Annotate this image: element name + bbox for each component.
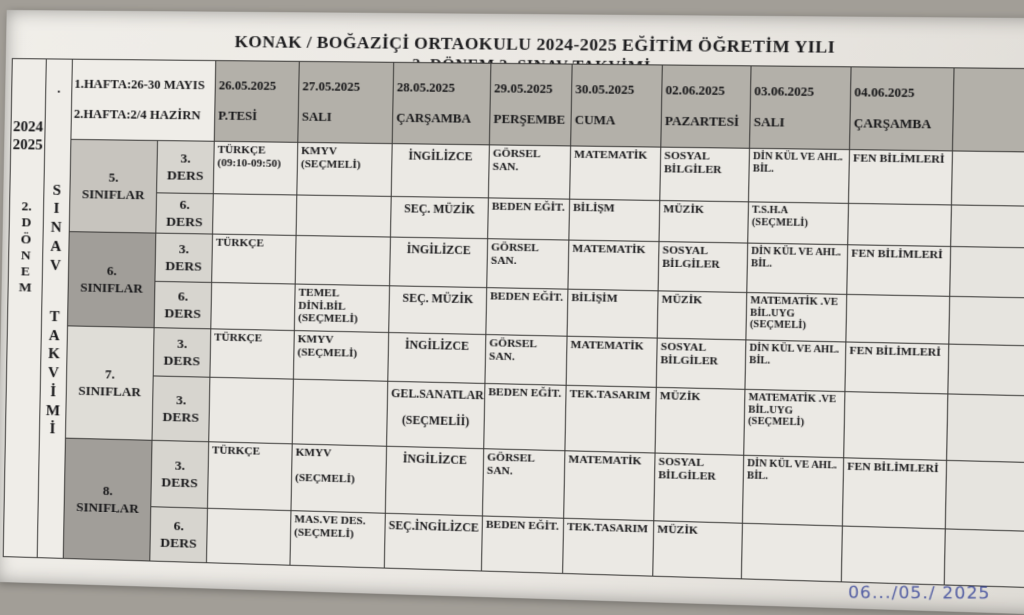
subject-cell: KMYV (SEÇMELİ): [291, 444, 387, 513]
header-date: 28.05.2025: [396, 80, 456, 96]
subject-cell: TÜRKÇE (09:10-09:50): [213, 141, 298, 195]
date-header-5: [661, 65, 751, 148]
donem-vertical-label: 2. D Ö N E M: [18, 198, 32, 295]
subject-cell: [951, 205, 1024, 248]
subject-cell: T.S.H.A (SEÇMELİ): [748, 202, 849, 245]
week-note-line-1: 1.HAFTA:26-30 MAYIS: [74, 76, 205, 93]
subject-cell: FEN BİLİMLERİ: [849, 150, 953, 205]
header-date: 27.05.2025: [302, 79, 361, 94]
header-date: 29.05.2025: [493, 81, 553, 97]
header-day: ÇARŞAMBA: [853, 116, 932, 132]
ders-label: 6. DERS: [156, 193, 213, 234]
subject-cell: GEL.SANATLAR (SEÇMELİİ): [387, 381, 485, 448]
date-header-2: [392, 62, 491, 145]
subject-cell: [206, 508, 290, 565]
subject-cell: SEÇ. MÜZİK: [390, 196, 488, 238]
subject-cell: FEN BİLİMLERİ: [842, 458, 946, 529]
class-group-label: 5. SINIFLAR: [69, 139, 157, 233]
header-day: [957, 102, 1024, 103]
subject-cell: İNGİLİZCE: [388, 333, 486, 384]
header-date: 02.06.2025: [665, 82, 726, 99]
subject-cell: TEK.TASARIM: [563, 518, 654, 576]
ders-label: 6. DERS: [154, 281, 212, 328]
subject-cell: [213, 194, 297, 236]
subject-cell: MÜZİK: [657, 291, 747, 340]
subject-cell: DİN KÜL VE AHL. BİL.: [749, 148, 850, 203]
subject-cell: [292, 379, 388, 446]
subject-cell: BEDEN EĞİT.: [486, 288, 568, 337]
subject-cell: [741, 523, 842, 582]
subject-cell: SOSYAL BİLGİLER: [654, 453, 744, 523]
subject-cell: [944, 529, 1024, 588]
subject-cell: MATEMATİK .VE BİL.UYG (SEÇMELİ): [746, 293, 847, 342]
subject-cell: [841, 526, 945, 585]
date-header-7: [850, 67, 955, 151]
subject-cell: [211, 282, 295, 330]
header-day: PAZARTESİ: [664, 113, 740, 130]
ders-label: 3. DERS: [152, 376, 210, 442]
header-date: 03.06.2025: [754, 83, 815, 100]
subject-cell: TEMEL DİNİ.BİL (SEÇMELİ): [294, 284, 389, 332]
subject-cell: [848, 203, 952, 246]
subject-cell: TÜRKÇE: [212, 234, 296, 284]
ders-label: 6. DERS: [150, 507, 208, 563]
dot-mark: .: [57, 80, 61, 97]
subject-cell: DİN KÜL VE AHL. BİL.: [742, 455, 843, 526]
subject-cell: MATEMATİK: [566, 336, 657, 387]
subject-cell: GÖRSEL SAN.: [488, 145, 570, 199]
subject-cell: TÜRKÇE: [207, 442, 292, 511]
takvim-vertical-label: T A K V İ M İ: [45, 308, 61, 438]
subject-cell: [295, 235, 390, 285]
header-day: ÇARŞAMBA: [396, 110, 472, 126]
ders-label: 3. DERS: [155, 233, 213, 282]
subject-cell: [296, 195, 391, 237]
handwritten-date: 06.../05./ 2025: [848, 582, 992, 603]
subject-cell: MATEMATİK: [564, 451, 655, 521]
subject-cell: [209, 377, 294, 444]
subject-cell: SEÇ. MÜZİK: [389, 286, 487, 335]
subject-cell: TEK.TASARIM: [565, 385, 656, 453]
subject-cell: İNGİLİZCE: [391, 144, 489, 198]
header-date: 30.05.2025: [575, 82, 635, 98]
ders-label: 3. DERS: [151, 440, 209, 508]
subject-cell: MATEMATİK: [568, 240, 659, 291]
week-note-cell: [71, 59, 216, 141]
subject-cell: BİLİŞİM: [567, 289, 658, 338]
date-header-6: [750, 66, 852, 150]
subject-cell: [947, 394, 1024, 463]
subject-cell: SOSYAL BİLGİLER: [656, 338, 746, 389]
subject-cell: [949, 296, 1024, 346]
subject-cell: DİN KÜL VE AHL. BİL.: [747, 243, 848, 294]
date-header-1: [298, 61, 394, 143]
subject-cell: BEDEN EĞİT.: [481, 516, 563, 573]
date-header-3: [489, 63, 572, 146]
subject-cell: [945, 460, 1024, 531]
class-group-label: 6. SINIFLAR: [67, 232, 155, 328]
exam-schedule-table: [3, 58, 1024, 588]
subject-cell: [846, 294, 950, 344]
subject-cell: [844, 392, 948, 461]
title-line-1: KONAK / BOĞAZİÇİ ORTAOKULU 2024-2025 EĞİTİM ÖĞRETİM YILI: [234, 31, 836, 57]
header-day: P.TESİ: [218, 108, 258, 124]
subject-cell: DİN KÜL VE AHL. BİL.: [745, 340, 846, 392]
header-day: CUMA: [574, 112, 616, 128]
subject-cell: GÖRSEL SAN.: [482, 449, 564, 519]
subject-cell: MÜZİK: [659, 201, 748, 244]
ders-label: 3. DERS: [157, 141, 215, 194]
subject-cell: MÜZİK: [653, 521, 743, 579]
header-date: 26.05.2025: [218, 78, 277, 94]
sinav-vertical-label: S I N A V: [49, 182, 62, 274]
subject-cell: SOSYAL BİLGİLER: [660, 147, 750, 202]
header-day: SALI: [301, 109, 332, 125]
subject-cell: MATEMATİK .VE BİL.UYG (SEÇMELİ): [744, 389, 845, 457]
subject-cell: GÖRSEL SAN.: [487, 239, 569, 289]
class-group-label: 7. SINIFLAR: [65, 326, 154, 440]
subject-cell: KMYV (SEÇMELİ): [297, 142, 392, 196]
subject-cell: BİLİŞM: [569, 199, 660, 241]
date-header-0: [214, 61, 299, 143]
school-year-label: 2024 2025: [12, 119, 44, 154]
subject-cell: MAS.VE DES. (SEÇMELİ): [290, 511, 385, 568]
ders-label: 3. DERS: [153, 328, 211, 378]
subject-cell: TÜRKÇE: [210, 329, 294, 379]
subject-cell: [948, 344, 1024, 396]
date-header-8: [952, 68, 1024, 152]
date-header-4: [571, 64, 663, 147]
subject-cell: GÖRSEL SAN.: [485, 335, 567, 386]
header-date: [957, 86, 1024, 87]
subject-cell: KMYV (SEÇMELİ): [293, 331, 388, 382]
subject-cell: [951, 151, 1024, 207]
subject-cell: SOSYAL BİLGİLER: [658, 242, 748, 293]
header-date: 04.06.2025: [854, 84, 915, 101]
subject-cell: MÜZİK: [655, 387, 745, 455]
subject-cell: FEN BİLİMLERİ: [845, 342, 949, 394]
subject-cell: SEÇ.İNGİLİZCE: [384, 513, 482, 571]
document-sheet: [0, 10, 1024, 615]
subject-cell: BEDEN EĞİT.: [484, 383, 566, 450]
subject-cell: MATEMATİK: [570, 146, 661, 201]
subject-cell: BEDEN EĞİT.: [488, 198, 570, 240]
subject-cell: İNGİLİZCE: [385, 446, 483, 516]
header-day: PERŞEMBE: [493, 111, 566, 127]
header-row: [11, 59, 1024, 153]
class-group-label: 8. SINIFLAR: [63, 438, 152, 561]
subject-cell: FEN BİLİMLERİ: [847, 245, 951, 297]
header-day: SALI: [753, 114, 785, 130]
subject-cell: İNGİLİZCE: [390, 237, 488, 288]
subject-cell: [950, 246, 1024, 298]
week-note-line-2: 2.HAFTA:2/4 HAZİRN: [73, 106, 201, 123]
